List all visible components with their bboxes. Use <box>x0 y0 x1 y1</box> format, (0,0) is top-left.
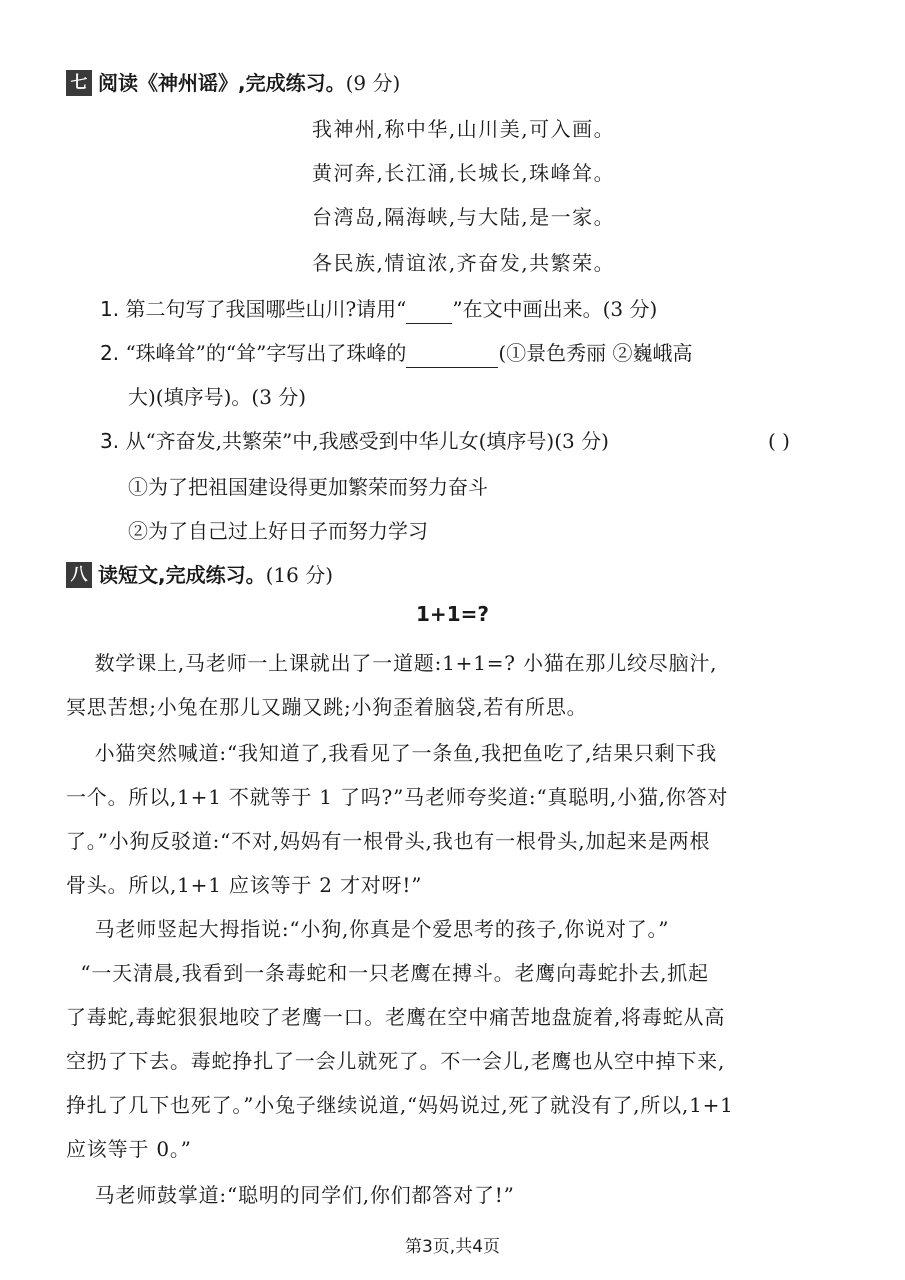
question-text-end: ”在文中画出来。(3 分) <box>452 297 658 321</box>
story-line: 马老师竖起大拇指说:“小狗,你真是个爱思考的孩子,你说对了。” <box>66 917 670 941</box>
section-7-heading <box>66 68 400 98</box>
option-1: ①为了把祖国建设得更加繁荣而努力奋斗 <box>128 475 488 499</box>
story-line: 了毒蛇,毒蛇狠狠地咬了老鹰一口。老鹰在空中痛苦地盘旋着,将毒蛇从高 <box>66 1005 726 1029</box>
question-number: 1. <box>100 297 120 321</box>
section-8-heading <box>66 560 333 590</box>
answer-blank[interactable] <box>406 345 498 368</box>
section-number-badge: 八 <box>66 562 92 588</box>
question-2-continued: 大)(填序号)。(3 分) <box>128 385 307 409</box>
answer-parentheses[interactable]: ( ) <box>768 429 790 453</box>
story-line: 挣扎了几下也死了。”小兔子继续说道,“妈妈说过,死了就没有了,所以,1+1 <box>66 1093 734 1117</box>
section-number-badge: 七 <box>66 70 92 96</box>
question-text: 从“齐奋发,共繁荣”中,我感受到中华儿女(填序号)(3 分) <box>125 429 609 453</box>
story-line: 小猫突然喊道:“我知道了,我看见了一条鱼,我把鱼吃了,结果只剩下我 <box>66 741 718 765</box>
underline-sample <box>406 301 452 324</box>
story-line: 骨头。所以,1+1 应该等于 2 才对呀!” <box>66 873 423 897</box>
story-line: 应该等于 0。” <box>66 1137 192 1161</box>
story-line: 马老师鼓掌道:“聪明的同学们,你们都答对了!” <box>66 1183 515 1207</box>
question-text: “珠峰耸”的“耸”字写出了珠峰的 <box>125 341 407 365</box>
page-number: 第3页,共4页 <box>404 1237 501 1257</box>
poem-line-1: 我神州,称中华,山川美,可入画。 <box>312 117 616 141</box>
story-line: “一天清晨,我看到一条毒蛇和一只老鹰在搏斗。老鹰向毒蛇扑去,抓起 <box>66 961 709 985</box>
story-line: 空扔了下去。毒蛇挣扎了一会儿就死了。不一会儿,老鹰也从空中掉下来, <box>66 1049 726 1073</box>
question-2 <box>100 338 693 368</box>
option-2: ②为了自己过上好日子而努力学习 <box>128 519 428 543</box>
question-text: 第二句写了我国哪些山川?请用“ <box>125 297 407 321</box>
section-title: 读短文,完成练习。 <box>98 563 266 587</box>
poem-line-4: 各民族,情谊浓,齐奋发,共繁荣。 <box>312 251 616 275</box>
story-title: 1+1=? <box>416 602 489 626</box>
question-number: 3. <box>100 429 120 453</box>
question-3 <box>100 426 609 456</box>
section-title: 阅读《神州谣》,完成练习。 <box>98 71 346 95</box>
question-options: (①景色秀丽 ②巍峨高 <box>498 341 693 365</box>
story-line: 一个。所以,1+1 不就等于 1 了吗?”马老师夸奖道:“真聪明,小猫,你答对 <box>66 785 729 809</box>
story-line: 数学课上,马老师一上课就出了一道题:1+1=? 小猫在那儿绞尽脑汁, <box>66 651 718 675</box>
question-1 <box>100 294 657 324</box>
question-number: 2. <box>100 341 120 365</box>
story-line: 冥思苦想;小兔在那儿又蹦又跳;小狗歪着脑袋,若有所思。 <box>66 695 588 719</box>
poem-line-3: 台湾岛,隔海峡,与大陆,是一家。 <box>312 205 616 229</box>
section-score: (16 分) <box>265 563 334 587</box>
story-line: 了。”小狗反驳道:“不对,妈妈有一根骨头,我也有一根骨头,加起来是两根 <box>66 829 711 853</box>
section-score: (9 分) <box>345 71 401 95</box>
poem-line-2: 黄河奔,长江涌,长城长,珠峰耸。 <box>312 161 616 185</box>
